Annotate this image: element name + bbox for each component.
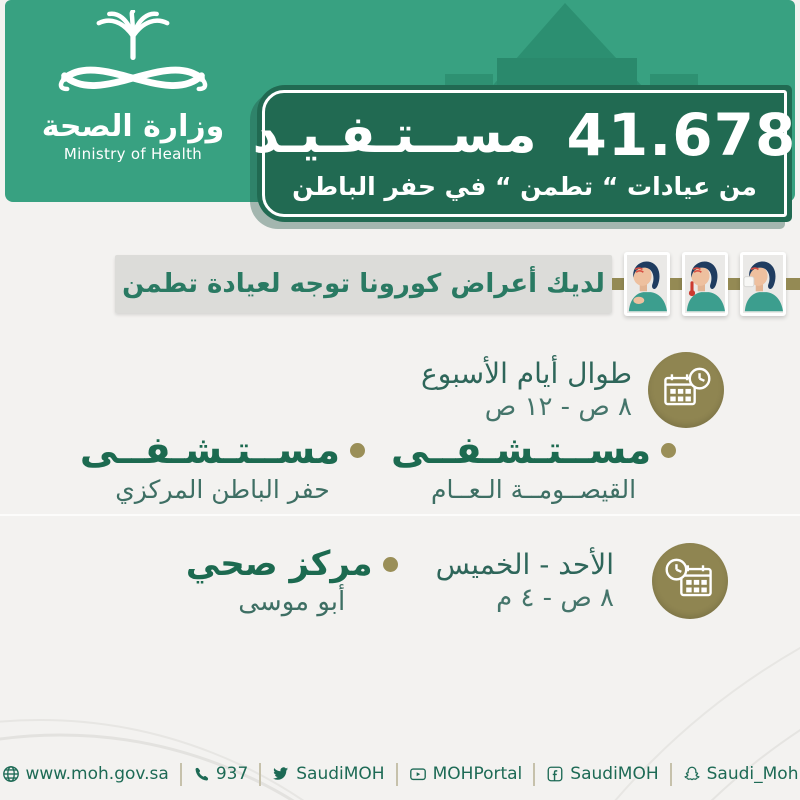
ministry-title-arabic: وزارة الصحة	[41, 109, 225, 144]
footer-website-label: www.moh.gov.sa	[25, 764, 169, 784]
hospital-name: القيصــومــة الـعــام	[431, 474, 637, 504]
hospital-title: مســتـشـفــى	[79, 428, 340, 472]
weekdays-schedule-days: الأحد - الخميس	[435, 547, 614, 581]
symptom-figure-chest-pain	[624, 252, 670, 316]
footer-separator	[259, 763, 261, 786]
beneficiaries-headline	[252, 101, 797, 169]
bullet-icon	[661, 443, 676, 458]
strip-connector	[728, 278, 740, 290]
weekdays-schedule-row	[0, 538, 800, 624]
footer-separator	[396, 763, 398, 786]
facebook-icon	[546, 765, 564, 783]
health-center-abu-musa	[186, 545, 398, 617]
twitter-icon	[272, 765, 290, 783]
strip-connector	[670, 278, 682, 290]
health-center-title: مركز صحي	[185, 543, 373, 584]
calendar-clock-icon	[648, 352, 724, 428]
strip-connector-end	[786, 278, 800, 290]
footer-phone-label: 937	[215, 764, 249, 784]
hospital-hafr-albatin	[80, 430, 365, 504]
hospitals-row	[0, 430, 778, 504]
footer-contact-bar	[0, 760, 800, 788]
footer-website-link[interactable]	[2, 764, 169, 784]
footer-facebook-label: SaudiMOH	[570, 764, 659, 784]
weekdays-schedule-hours: ٨ ص - ٤ م	[496, 582, 614, 613]
snapchat-icon	[683, 765, 701, 783]
clock-calendar-icon	[652, 543, 728, 619]
week-schedule-row	[0, 348, 800, 432]
footer-facebook-link[interactable]	[546, 764, 658, 784]
footer-phone-link[interactable]	[193, 764, 248, 784]
beneficiaries-banner	[252, 85, 797, 222]
symptoms-strip	[0, 250, 800, 318]
header-band	[5, 0, 795, 202]
footer-youtube-label: MOHPortal	[432, 764, 523, 784]
beneficiaries-subtitle: من عيادات “ تطمن “ في حفر الباطن	[292, 172, 757, 201]
week-schedule-days: طوال أيام الأسبوع	[421, 356, 632, 390]
symptoms-message: لديك أعراض كورونا توجه لعيادة تطمن	[122, 269, 605, 299]
hospital-name: حفر الباطن المركزي	[115, 474, 330, 504]
symptom-figure-fever	[682, 252, 728, 316]
phone-icon	[193, 766, 210, 783]
globe-icon	[2, 765, 20, 783]
footer-twitter-link[interactable]	[272, 764, 384, 784]
section-divider	[0, 514, 800, 516]
bullet-icon	[383, 557, 398, 572]
bullet-icon	[350, 443, 365, 458]
symptom-figure-cough	[740, 252, 786, 316]
beneficiaries-count: 41.678	[566, 101, 797, 169]
hospital-qaysumah	[391, 430, 676, 504]
footer-snapchat-link[interactable]	[683, 764, 799, 784]
youtube-icon	[409, 765, 427, 783]
moh-logo	[27, 10, 239, 163]
footer-twitter-label: SaudiMOH	[296, 764, 385, 784]
footer-snapchat-label: Saudi_Moh	[706, 764, 799, 784]
week-schedule-hours: ٨ ص - ١٢ ص	[484, 391, 632, 422]
footer-separator	[533, 763, 535, 786]
footer-separator	[670, 763, 672, 786]
health-center-name: أبو موسى	[238, 587, 346, 618]
hospital-title: مســتـشـفــى	[391, 428, 652, 472]
beneficiaries-word: مســتـفـيـد	[252, 105, 537, 165]
strip-connector	[612, 278, 624, 290]
ministry-title-english: Ministry of Health	[63, 145, 203, 163]
footer-separator	[180, 763, 182, 786]
footer-youtube-link[interactable]	[409, 764, 523, 784]
symptoms-message-bar	[115, 255, 612, 313]
moh-emblem-icon	[53, 10, 213, 110]
